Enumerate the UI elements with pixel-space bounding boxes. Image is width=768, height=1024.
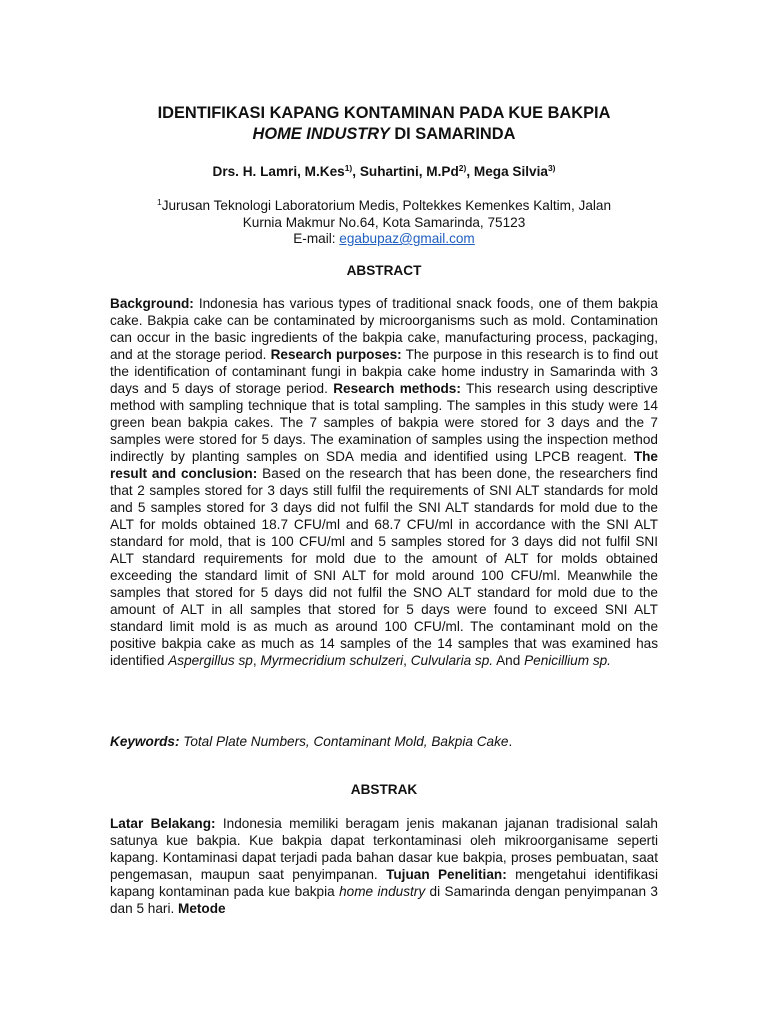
title-line-2	[60, 124, 708, 145]
author-affiliation-marker: 3)	[547, 163, 556, 173]
email-label: E-mail:	[293, 231, 340, 246]
affiliation-line-2: Kurnia Makmur No.64, Kota Samarinda, 75123	[242, 214, 526, 230]
keywords-text: Total Plate Numbers, Contaminant Mold, Bakpia Cake	[179, 734, 509, 749]
paper-title	[60, 103, 708, 145]
author-affiliation-marker: 1)	[344, 163, 353, 173]
result-label: The result and conclusion:	[110, 449, 658, 481]
title-italic-part: HOME INDUSTRY	[252, 125, 390, 143]
metode-label: Metode	[178, 901, 226, 916]
latar-label: Latar Belakang:	[110, 816, 216, 831]
background-label: Background:	[110, 296, 194, 311]
species-separator: And	[493, 653, 525, 668]
author-list	[60, 163, 708, 181]
latar-text: Indonesia memiliki beragam jenis makanan jajanan tradisional salah satunya kue bakpia. Kue bakpia dapat terkontaminasi oleh mikroorganisame seperti kapang. Kontaminasi dapat terjadi pada bahan dasar kue bakpia, proses pembuatan, saat pengemasan, maupun saat penyimpanan.	[110, 816, 658, 882]
tujuan-label: Tujuan Penelitian:	[386, 867, 507, 882]
methods-text: This research using descriptive method with sampling technique that is total sampling. The samples in this study were 14 green bean bakpia cakes. The 7 samples of bakpia were stored for 3 days and the 7 samples were stored for 5 days. The examination of samples using the inspection method indirectly by planting samples on SDA media and identified using LPCB reagent.	[110, 381, 658, 464]
result-text: Based on the research that has been done, the researchers find that 2 samples stored for 3 days still fulfil the requirements of SNI ALT standards for mold and 5 samples stored for 3 days did not fulfil the SNI ALT standards for mold due to the ALT for molds obtained 18.7 CFU/ml and 68.7 CFU/ml in accordance with the SNI ALT standard for mold, that is 100 CFU/ml and 5 samples stored for 3 days did not fulfil SNI ALT standard requirements for mold due to the amount of ALT for molds obtained exceeding the standard limit of SNI ALT for mold around 100 CFU/ml. Meanwhile the samples that stored for 5 days did not fulfil the SNO ALT standard for mold due to the amount of ALT in all samples that stored for 5 days were found to exceed SNI ALT standard limit mold is as much as around 100 CFU/ml. The contaminant mold on the positive bakpia cake as much as 14 samples of the 14 samples that was examined has identified	[110, 466, 658, 668]
email-link[interactable]: egabupaz@gmail.com	[339, 231, 475, 246]
affiliation-block	[60, 198, 708, 248]
tujuan-text: mengetahui identifikasi kapang kontaminan pada kue bakpia	[110, 867, 658, 899]
species-separator: ,	[252, 653, 257, 668]
purposes-label: Research purposes:	[270, 347, 402, 362]
author-name: Mega Silvia	[473, 164, 548, 179]
purposes-text: The purpose in this research is to find out the identification of contaminant fungi in bakpia cake home industry in Samarinda with 3 days and 5 days of storage period.	[110, 347, 659, 396]
title-line-1: IDENTIFIKASI KAPANG KONTAMINAN PADA KUE BAKPIA	[157, 104, 611, 122]
species-name: Myrmecridium schulzeri	[260, 653, 404, 668]
species-name: Culvularia sp.	[410, 653, 494, 668]
abstract-heading: ABSTRACT	[346, 263, 422, 278]
keywords-paragraph	[110, 733, 658, 750]
species-name: Aspergillus sp	[168, 653, 253, 668]
abstrak-paragraph	[110, 815, 658, 917]
species-name: Penicillium sp.	[524, 653, 611, 668]
species-separator: ,	[403, 653, 411, 668]
affiliation-line-1	[60, 198, 708, 215]
abstrak-heading: ABSTRAK	[350, 782, 418, 797]
author-separator: ,	[466, 164, 474, 179]
affiliation-text-1: Jurusan Teknologi Laboratorium Medis, Poltekkes Kemenkes Kaltim, Jalan	[161, 198, 612, 213]
abstract-paragraph	[110, 295, 658, 669]
home-industry-term: home industry	[339, 884, 426, 899]
author-name: Suhartini, M.Pd	[359, 164, 459, 179]
keywords-period: .	[508, 734, 513, 749]
keywords-label: Keywords:	[110, 734, 180, 749]
methods-label: Research methods:	[333, 381, 461, 396]
title-rest-part: DI SAMARINDA	[389, 125, 516, 143]
tujuan-text-continued: di Samarinda dengan penyimpanan 3 dan 5 hari.	[110, 884, 658, 916]
author-affiliation-marker: 2)	[458, 163, 467, 173]
email-line	[60, 231, 708, 248]
author-name: Drs. H. Lamri, M.Kes	[212, 164, 345, 179]
author-separator: ,	[352, 164, 360, 179]
background-text: Indonesia has various types of traditional snack foods, one of them bakpia cake. Bakpia cake can be contaminated by microorganisms such as mold. Contamination can occur in the basic ingredients of the bakpia cake, manufacturing process, packaging, and at the storage period.	[110, 296, 658, 362]
affiliation-marker: 1	[156, 197, 162, 207]
